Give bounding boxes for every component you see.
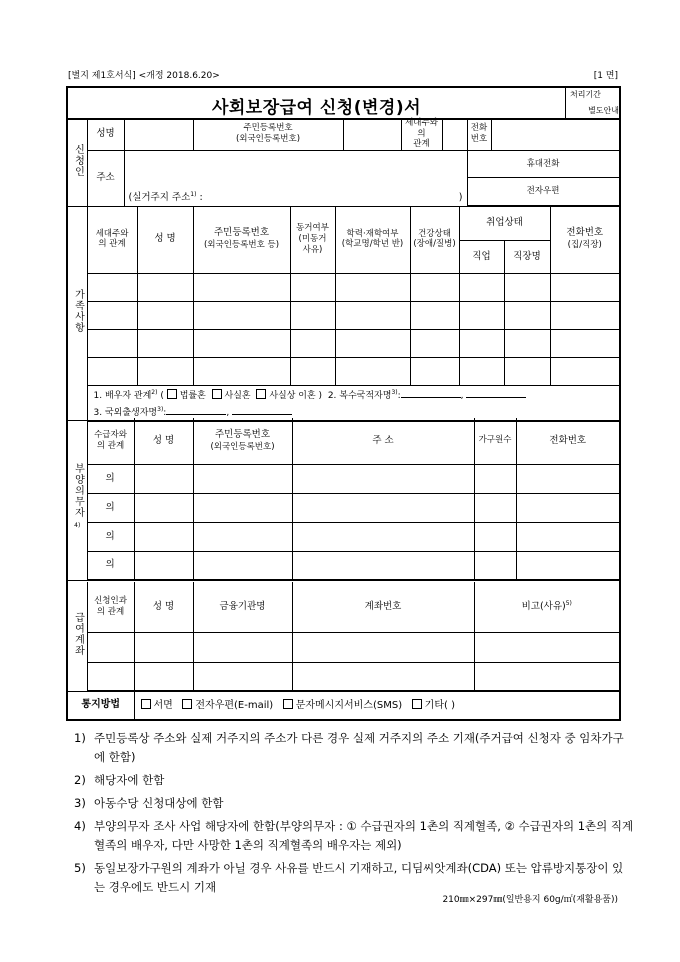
- rrn-label: 주민등록번호 (외국인등록번호): [193, 118, 343, 150]
- footnote-2: 2) 해당자에 한함: [74, 773, 165, 787]
- support-col-address: 주 소: [292, 418, 474, 464]
- support-col-rrn: 주민등록번호 (외국인등록번호): [193, 418, 292, 464]
- rrn-field[interactable]: [343, 118, 401, 150]
- family-col-relation: 세대주와 의 관계: [87, 206, 137, 273]
- opt-paper: 서면: [153, 699, 173, 711]
- multiple-nationality-label: 2. 복수국적자명: [327, 390, 392, 401]
- foreign-born-label: 3. 국외출생자명: [93, 407, 158, 418]
- footnotes: [74, 729, 634, 897]
- account-col-bank: 금융기관명: [193, 582, 292, 632]
- opt-email: 전자우편(E-mail): [195, 699, 274, 711]
- support-col-relation: 수급자와 의 관계: [87, 418, 134, 464]
- name-label: 성명: [87, 118, 124, 150]
- spouse-relation-label: 1. 배우자 관계$^{2)}$ (: [93, 388, 164, 401]
- foreign-born-field-1[interactable]: [166, 405, 226, 415]
- support-section-label: 부양의무자 $^{4)}$: [68, 418, 87, 580]
- relation-field[interactable]: [442, 118, 467, 150]
- processing-label: 처리기간: [570, 90, 601, 99]
- family-col-employment: 취업상태: [459, 206, 550, 240]
- opt-defacto: 사실혼: [224, 390, 251, 401]
- name-field[interactable]: [124, 118, 193, 150]
- family-col-health: 건강상태 (장애/질병): [410, 206, 459, 273]
- checkbox-email[interactable]: [182, 699, 192, 709]
- opt-legal: 법률혼: [179, 390, 206, 401]
- family-table: [68, 206, 619, 422]
- processing-value: 별도안내: [588, 106, 619, 115]
- support-col-household: 가구원수: [474, 418, 516, 464]
- family-col-rrn: 주민등록번호 (외국인등록번호 등): [193, 206, 290, 273]
- mobile-label: 휴대전화: [467, 150, 619, 177]
- footnote-1: 1) 주민등록상 주소와 실제 거주지의 주소가 다른 경우 실제 거주지의 주소 기재(주거급여 신청자 중 임차가구에 한함): [74, 731, 624, 764]
- application-form: [66, 86, 621, 721]
- family-notes: 1. 배우자 관계$^{2)}$ ( 법률혼 사실혼 사실상 이혼 ) 2. 복수국적자명$^{3)}$: , 3. 국외출생자명$^{3)}$: ,: [87, 385, 619, 421]
- paper-size: 210㎜×297㎜(일반용지 60g/㎡(재활용품)): [442, 895, 618, 905]
- support-col-name: 성 명: [134, 418, 193, 464]
- family-col-name: 성 명: [137, 206, 193, 273]
- notice-label: 통지방법: [68, 692, 134, 719]
- opt-sms: 문자메시지서비스(SMS): [295, 699, 403, 711]
- multiple-nationality-field-2[interactable]: [466, 388, 526, 398]
- account-col-note: 비고(사유)$^{5)}$: [474, 582, 619, 632]
- account-table: [68, 582, 619, 692]
- account-col-name: 성 명: [134, 582, 193, 632]
- form-number: [별지 제1호서식] <개정 2018.6.20>: [68, 71, 220, 81]
- footnote-3: 3) 아동수당 신청대상에 한함: [74, 796, 224, 810]
- family-row: [68, 301, 619, 329]
- checkbox-other[interactable]: [412, 699, 422, 709]
- support-row: 의: [68, 551, 619, 580]
- family-col-phone: 전화번호 (집/직장): [550, 206, 619, 273]
- account-col-account: 계좌번호: [292, 582, 474, 632]
- support-row: 의: [68, 493, 619, 522]
- family-row: [68, 329, 619, 357]
- checkbox-defacto[interactable]: [212, 389, 222, 399]
- relation-label: 세대주와의 관계: [401, 118, 442, 150]
- footnote-5: 5) 동일보장가구원의 계좌가 아닐 경우 사유를 반드시 기재하고, 디딤씨앗계좌(CDA) 또는 압류방지통장이 있는 경우에도 반드시 기재: [74, 861, 624, 894]
- checkbox-paper[interactable]: [141, 699, 151, 709]
- family-section-label: 가족사항: [68, 206, 87, 421]
- actual-address-label: (실거주지 주소$^{1)}$ :: [128, 190, 203, 203]
- family-row: [68, 357, 619, 385]
- checkbox-sms[interactable]: [283, 699, 293, 709]
- account-row: [68, 662, 619, 691]
- foreign-born-field-2[interactable]: [232, 405, 292, 415]
- support-table: [68, 418, 619, 581]
- email-label: 전자우편: [467, 177, 619, 206]
- actual-address-close: ): [458, 192, 463, 203]
- account-col-relation: 신청인과 의 관계: [87, 582, 134, 632]
- opt-other: 기타( ): [424, 699, 455, 711]
- applicant-table: [68, 118, 619, 207]
- notice-options: [134, 692, 619, 719]
- processing-period: [565, 88, 622, 118]
- applicant-section-label: 신청인: [68, 118, 87, 206]
- checkbox-divorce[interactable]: [256, 389, 266, 399]
- address-field[interactable]: [124, 150, 467, 206]
- family-col-workplace: 직장명: [504, 240, 550, 273]
- address-label: 주소: [87, 150, 124, 206]
- footnote-4: 4) 부양의무자 조사 사업 해당자에 한함(부양의무자 : ① 수급권자의 1촌의 직계혈족, ② 수급권자의 1촌의 직계혈족의 배우자, 다만 사망한 1촌의 직계혈족의 배우자는 제외): [74, 819, 634, 852]
- support-row: 의: [68, 464, 619, 493]
- support-col-phone: 전화번호: [516, 418, 619, 464]
- family-row: [68, 273, 619, 301]
- family-col-job: 직업: [459, 240, 504, 273]
- phone-label: 전화 번호: [467, 118, 491, 150]
- notice-table: [68, 692, 619, 720]
- family-col-edu: 학력·재학여부 (학교명/학년 반): [335, 206, 410, 273]
- checkbox-legal[interactable]: [167, 389, 177, 399]
- form-title: 사회보장급여 신청(변경)서: [211, 98, 422, 118]
- account-row: [68, 632, 619, 662]
- title-bar: [68, 88, 619, 120]
- support-row: 의: [68, 522, 619, 551]
- phone-field[interactable]: [491, 118, 619, 150]
- family-col-cohabit: 동거여부 (미동거 사유): [290, 206, 335, 273]
- opt-divorce: 사실상 이혼 ): [269, 390, 323, 401]
- multiple-nationality-field-1[interactable]: [401, 388, 461, 398]
- page-number: [1 면]: [593, 71, 618, 81]
- account-section-label: 급여계좌: [68, 582, 87, 691]
